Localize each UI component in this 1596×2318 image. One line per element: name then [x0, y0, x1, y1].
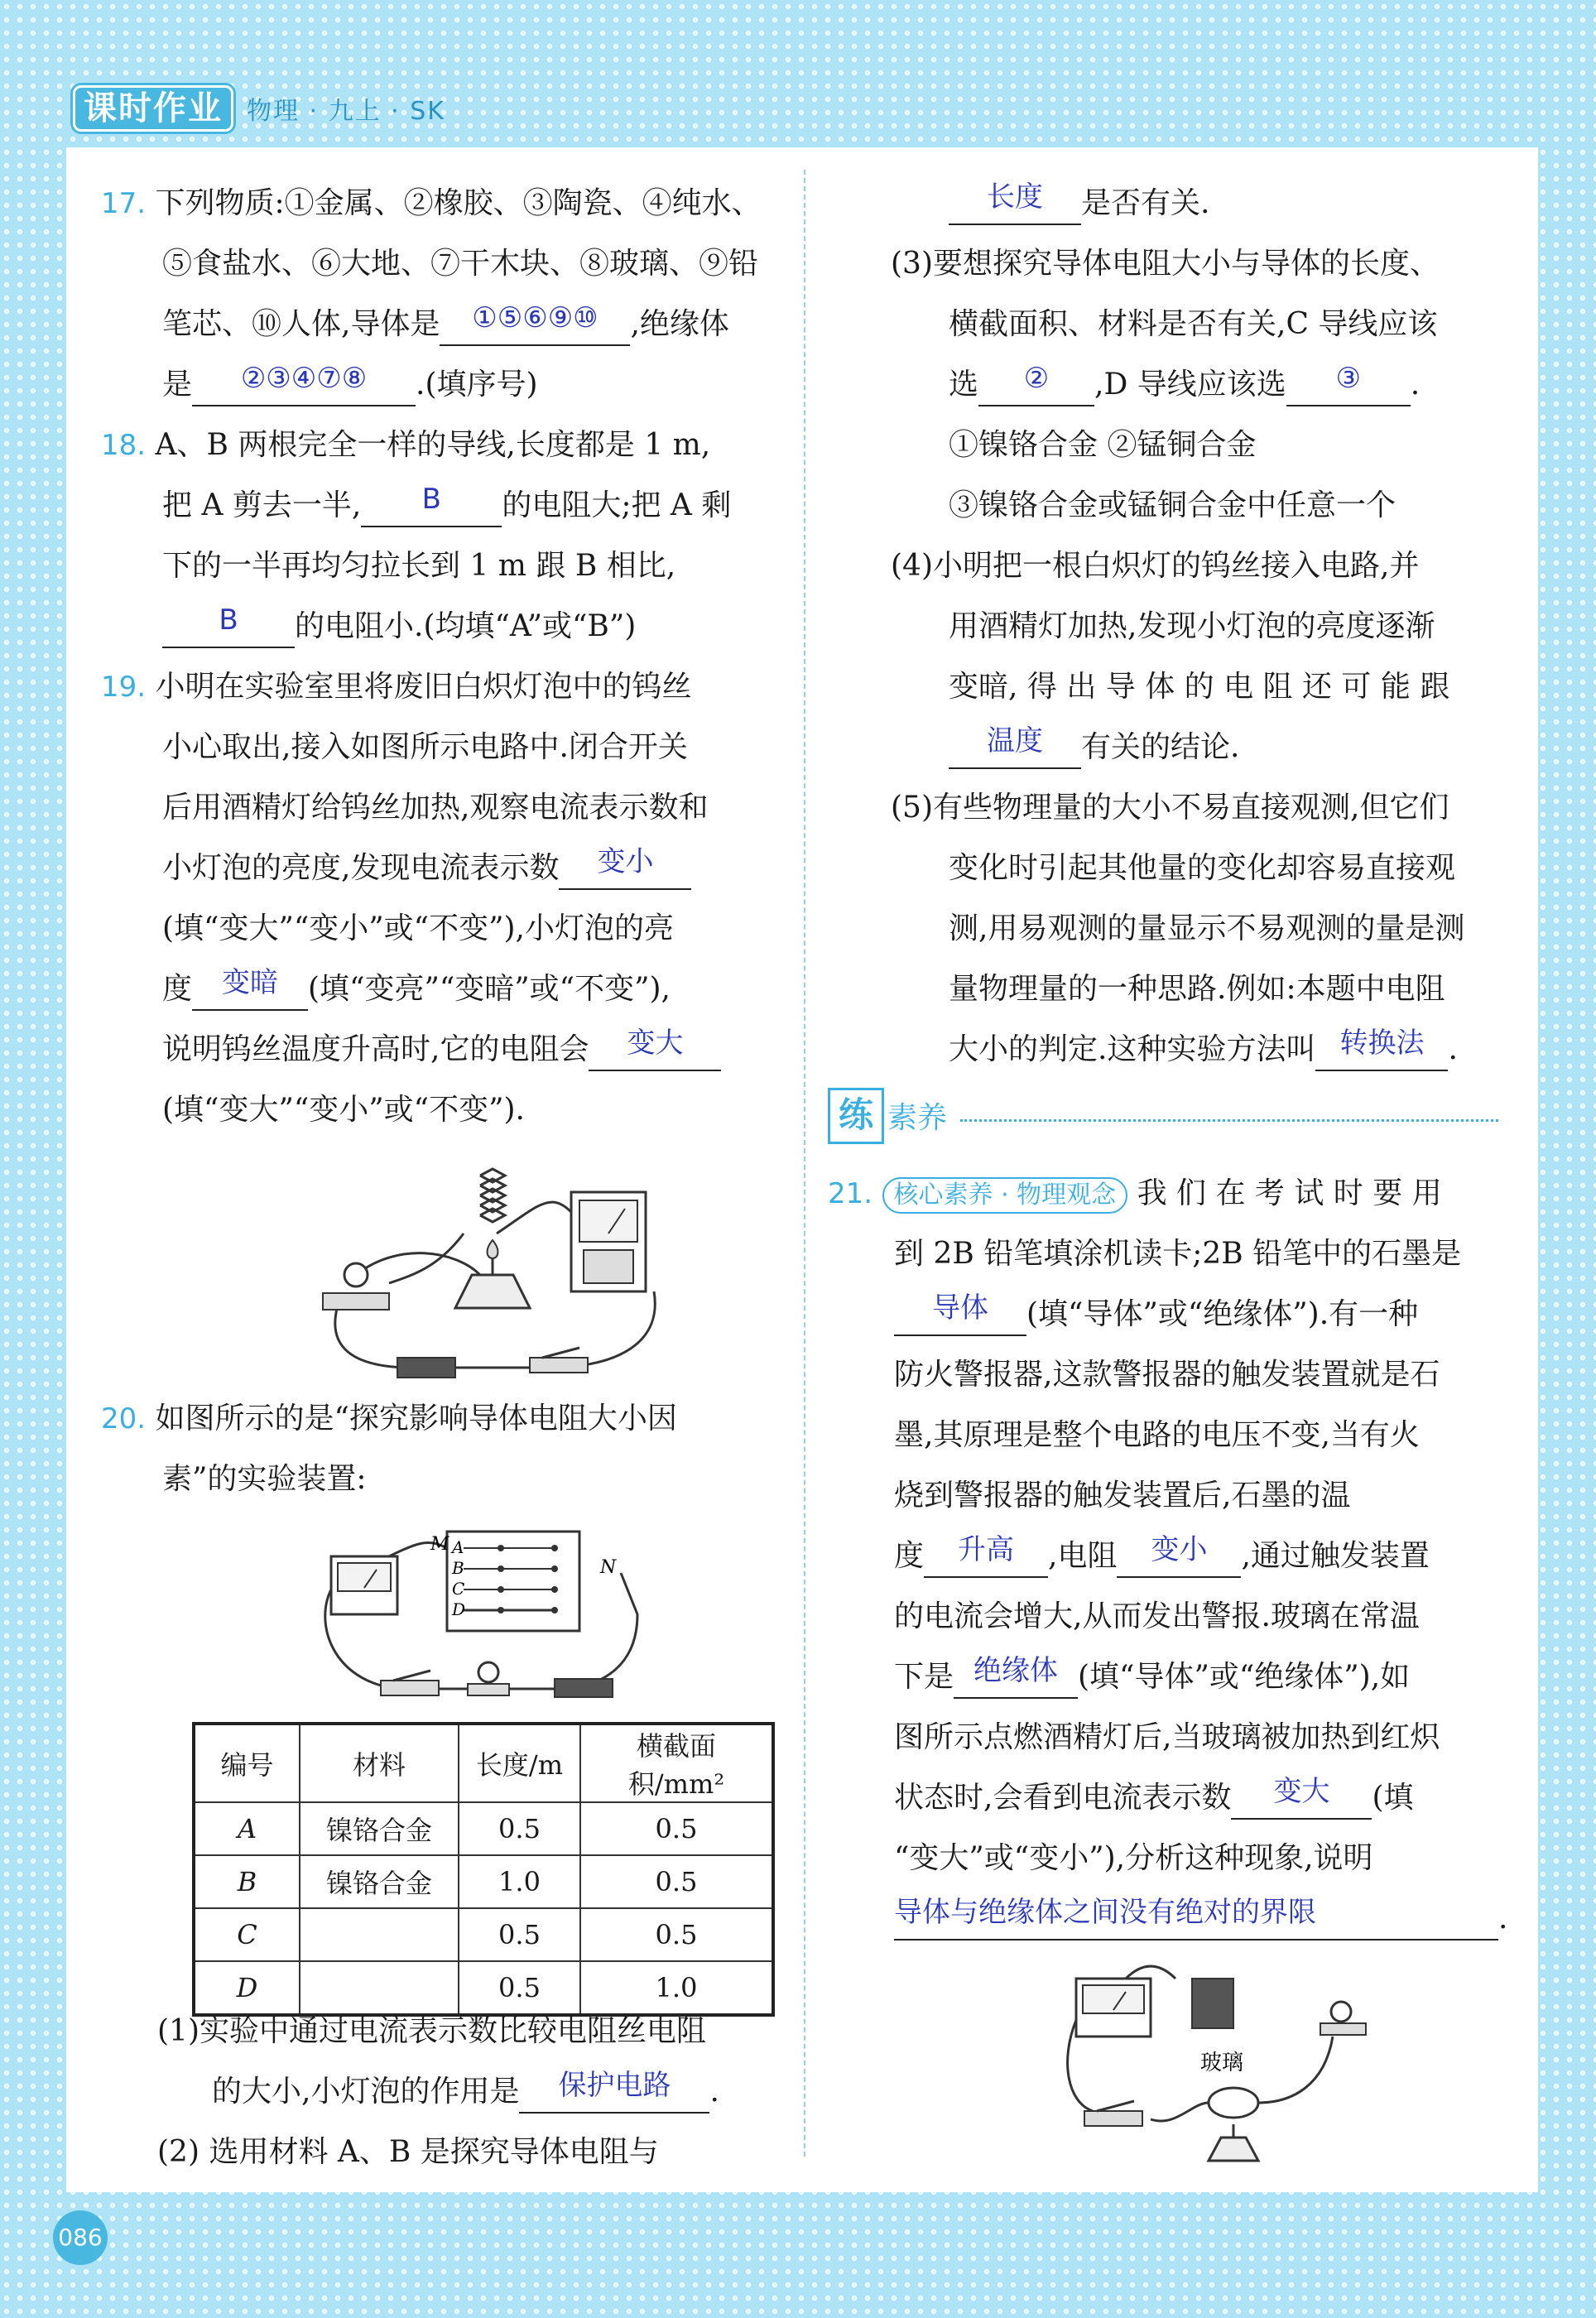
resistance-wire-board [447, 1532, 579, 1631]
question-text: (填“变大”“变小”或“不变”). [162, 1093, 525, 1127]
label-m: M [430, 1534, 449, 1555]
answer-blank[interactable]: 导体 [894, 1295, 1026, 1336]
question-text: ⑤食盐水、⑥大地、⑦干木块、⑧玻璃、⑨铅 [162, 247, 759, 281]
question-text: 墨,其原理是整个电路的电压不变,当有火 [894, 1418, 1420, 1452]
ammeter [571, 1192, 646, 1291]
brand-logo: 课时作业 [73, 85, 233, 132]
question-text: (填“变亮”“变暗”或“不变”), [308, 972, 671, 1006]
question-text: (填“变大”“变小”或“不变”),小灯泡的亮 [162, 911, 674, 945]
table-cell: 镍铬合金 [300, 1855, 459, 1908]
answer-blank[interactable]: 变小 [559, 849, 691, 890]
answer-blank[interactable]: ①⑤⑥⑨⑩ [440, 305, 630, 346]
question-text: 有关的结论. [1081, 730, 1240, 764]
bulb [1320, 2002, 1366, 2035]
page-header [73, 86, 445, 131]
question-number: 21. [828, 1177, 873, 1210]
table-cell: 镍铬合金 [300, 1802, 459, 1855]
label-n: N [600, 1557, 617, 1578]
question-text: 笔芯、⑩人体,导体是 [162, 307, 440, 341]
section-divider [960, 1119, 1498, 1122]
table-row [194, 1802, 773, 1855]
battery [555, 1679, 613, 1697]
question-text: 下的一半再均匀拉长到 1 m 跟 B 相比, [162, 549, 676, 583]
question-text: (2) 选用材料 A、B 是探究导体电阻与 [157, 2135, 659, 2169]
question-text: 素”的实验装置: [162, 1462, 367, 1496]
question-text: 是 [162, 368, 193, 402]
column-divider [804, 170, 805, 2157]
question-text: (1)实验中通过电流表示数比较电阻丝电阻 [157, 2014, 706, 2048]
question-text: 下列物质:①金属、②橡胶、③陶瓷、④纯水、 [155, 186, 762, 220]
table-row [194, 1855, 773, 1908]
option-text: ①镍铬合金 ②锰铜合金 [949, 428, 1257, 462]
switch [530, 1348, 588, 1373]
answer-blank[interactable]: 长度 [949, 184, 1081, 225]
table-cell: 0.5 [580, 1855, 773, 1908]
answer-blank[interactable]: 转换法 [1315, 1030, 1448, 1071]
question-text: ,电阻 [1048, 1539, 1118, 1573]
question-text: 变暗, 得 出 导 体 的 电 阻 还 可 能 跟 [949, 670, 1450, 704]
label-d: D [452, 1599, 466, 1619]
answer-blank[interactable]: 变大 [589, 1030, 721, 1071]
question-text: 用酒精灯加热,发现小灯泡的亮度逐渐 [949, 609, 1435, 643]
question-number: 17. [101, 187, 147, 220]
table-row [194, 1961, 773, 2015]
question-text: 我 们 在 考 试 时 要 用 [1137, 1176, 1442, 1210]
question-text: 测,用易观测的量显示不易观测的量是测 [949, 911, 1465, 945]
glass-label: 玻璃 [1200, 2051, 1244, 2075]
question-text: (填“导体”或“绝缘体”),如 [1078, 1660, 1411, 1694]
question-text: 小灯泡的亮度,发现电流表示数 [162, 851, 560, 885]
question-text: 到 2B 铅笔填涂机读卡;2B 铅笔中的石墨是 [894, 1237, 1462, 1271]
circuit-wire [1126, 1966, 1175, 1979]
battery [397, 1358, 455, 1378]
label-a: A [452, 1537, 464, 1557]
question-text: (3)要想探究导体电阻大小与导体的长度、 [891, 247, 1440, 281]
question-text: A、B 两根完全一样的导线,长度都是 1 m, [155, 428, 711, 462]
question-text: ,D 导线应该选 [1094, 368, 1286, 402]
question-text: 选 [949, 368, 979, 402]
question-text: 防火警报器,这款警报器的触发装置就是石 [894, 1358, 1440, 1392]
answer-blank[interactable]: 升高 [924, 1537, 1048, 1578]
bulb [468, 1662, 509, 1695]
table-cell: 1.0 [580, 1961, 773, 2015]
question-text: 说明钨丝温度升高时,它的电阻会 [162, 1032, 589, 1066]
question-text: . [1448, 1032, 1458, 1066]
question-text: 如图所示的是“探究影响导体电阻大小因 [155, 1402, 677, 1436]
question-text: (填“导体”或“绝缘体”).有一种 [1026, 1297, 1419, 1331]
table-cell: 0.5 [580, 1802, 773, 1855]
answer-blank[interactable]: 变暗 [192, 969, 308, 1011]
table-row [194, 1908, 773, 1961]
table-cell: D [194, 1961, 300, 2015]
answer-blank[interactable]: 绝缘体 [954, 1657, 1078, 1699]
answer-blank[interactable]: ②③④⑦⑧ [192, 365, 416, 406]
glass-rod [1209, 2088, 1258, 2118]
question-text: 度 [162, 972, 193, 1006]
answer-blank[interactable]: 导体与绝缘体之间没有绝对的界限 [894, 1899, 1498, 1940]
answer-blank[interactable]: B [361, 486, 502, 527]
battery [1192, 1979, 1233, 2028]
answer-blank[interactable]: 变大 [1231, 1778, 1372, 1820]
table-header-row [194, 1724, 773, 1802]
question-text: 把 A 剪去一半, [162, 488, 362, 522]
table-header: 材料 [300, 1724, 459, 1802]
question-text: 下是 [894, 1660, 954, 1694]
question-text: 状态时,会看到电流表示数 [894, 1781, 1232, 1815]
question-text: 图所示点燃酒精灯后,当玻璃被加热到红炽 [894, 1720, 1440, 1754]
answer-blank[interactable]: ③ [1286, 365, 1411, 406]
wire-data-table [192, 1722, 775, 2017]
option-text: ③镍铬合金或锰铜合金中任意一个 [949, 488, 1396, 522]
subject-label: 物理 · 九上 · SK [247, 97, 445, 126]
question-text: 大小的判定.这种实验方法叫 [949, 1032, 1316, 1066]
section-header [828, 1086, 1507, 1144]
question-text: (5)有些物理量的大小不易直接观测,但它们 [891, 791, 1449, 825]
switch [381, 1671, 439, 1695]
table-cell: 0.5 [459, 1961, 580, 2015]
ammeter [331, 1556, 397, 1614]
circuit-wire [1151, 2103, 1209, 2121]
answer-blank[interactable]: ② [978, 365, 1094, 406]
question-text: ,通过触发装置 [1241, 1539, 1430, 1573]
answer-blank[interactable]: 变小 [1117, 1537, 1241, 1578]
table-cell: A [194, 1802, 300, 1855]
table-cell: 0.5 [580, 1908, 773, 1961]
section-title: 素养 [887, 1101, 948, 1135]
question-number: 19. [101, 671, 147, 704]
circuit-wire [1258, 2037, 1333, 2103]
label-c: C [452, 1579, 465, 1599]
question-text: 横截面积、材料是否有关,C 导线应该 [949, 307, 1438, 341]
page-number: 086 [53, 2210, 108, 2265]
answer-blank[interactable]: 保护电路 [519, 2072, 709, 2114]
question-text: ,绝缘体 [630, 307, 729, 341]
question-text: 度 [894, 1539, 925, 1573]
question-text: .(填序号) [416, 368, 538, 402]
question-text: 后用酒精灯给钨丝加热,观察电流表示数和 [162, 791, 709, 825]
table-cell: 1.0 [459, 1855, 580, 1908]
alcohol-lamp [1209, 2124, 1258, 2161]
question-text: . [1498, 1902, 1508, 1936]
core-literacy-tag: 核心素养 · 物理观念 [882, 1177, 1128, 1214]
alcohol-lamp [455, 1240, 530, 1308]
tungsten-coil [480, 1169, 505, 1222]
table-header: 长度/m [459, 1724, 580, 1802]
answer-blank[interactable]: 温度 [949, 728, 1081, 769]
answer-blank[interactable]: B [162, 607, 295, 648]
question-number: 20. [101, 1402, 147, 1436]
tungsten-circuit-diagram [306, 1151, 687, 1383]
ammeter [1076, 1979, 1151, 2037]
question-text: 是否有关. [1081, 186, 1210, 220]
question-text: 的电流会增大,从而发出警报.玻璃在常温 [894, 1599, 1420, 1633]
practice-icon: 练 [828, 1088, 884, 1144]
question-text: “变大”或“变小”),分析这种现象,说明 [894, 1841, 1373, 1875]
question-text: 小明在实验室里将废旧白炽灯泡中的钨丝 [155, 670, 692, 704]
table-cell [300, 1961, 459, 2015]
table-cell [300, 1908, 459, 1961]
bulb [323, 1263, 389, 1310]
switch [1084, 2101, 1142, 2126]
question-text: 量物理量的一种思路.例如:本题中电阻 [949, 972, 1445, 1006]
table-cell: C [194, 1908, 300, 1961]
table-header: 横截面积/mm² [580, 1724, 773, 1802]
question-number: 18. [101, 429, 147, 462]
question-text: (填 [1372, 1781, 1414, 1815]
question-text: 的电阻小.(均填“A”或“B”) [295, 609, 637, 643]
question-text: 变化时引起其他量的变化却容易直接观 [949, 851, 1456, 885]
question-text: 的大小,小灯泡的作用是 [212, 2075, 520, 2109]
question-text: 烧到警报器的触发装置后,石墨的温 [894, 1479, 1351, 1512]
label-b: B [452, 1558, 464, 1578]
question-text: (4)小明把一根白炽灯的钨丝接入电路,并 [891, 549, 1420, 583]
question-text: 小心取出,接入如图所示电路中.闭合开关 [162, 730, 688, 764]
question-text: . [709, 2075, 719, 2109]
table-cell: 0.5 [459, 1802, 580, 1855]
table-cell: B [194, 1855, 300, 1908]
table-header: 编号 [194, 1724, 300, 1802]
question-text: 的电阻大;把 A 剩 [502, 488, 732, 522]
question-text: . [1410, 368, 1421, 402]
glass-circuit-diagram [1060, 1962, 1391, 2169]
table-cell: 0.5 [459, 1908, 580, 1961]
resistance-apparatus-diagram [306, 1523, 654, 1705]
